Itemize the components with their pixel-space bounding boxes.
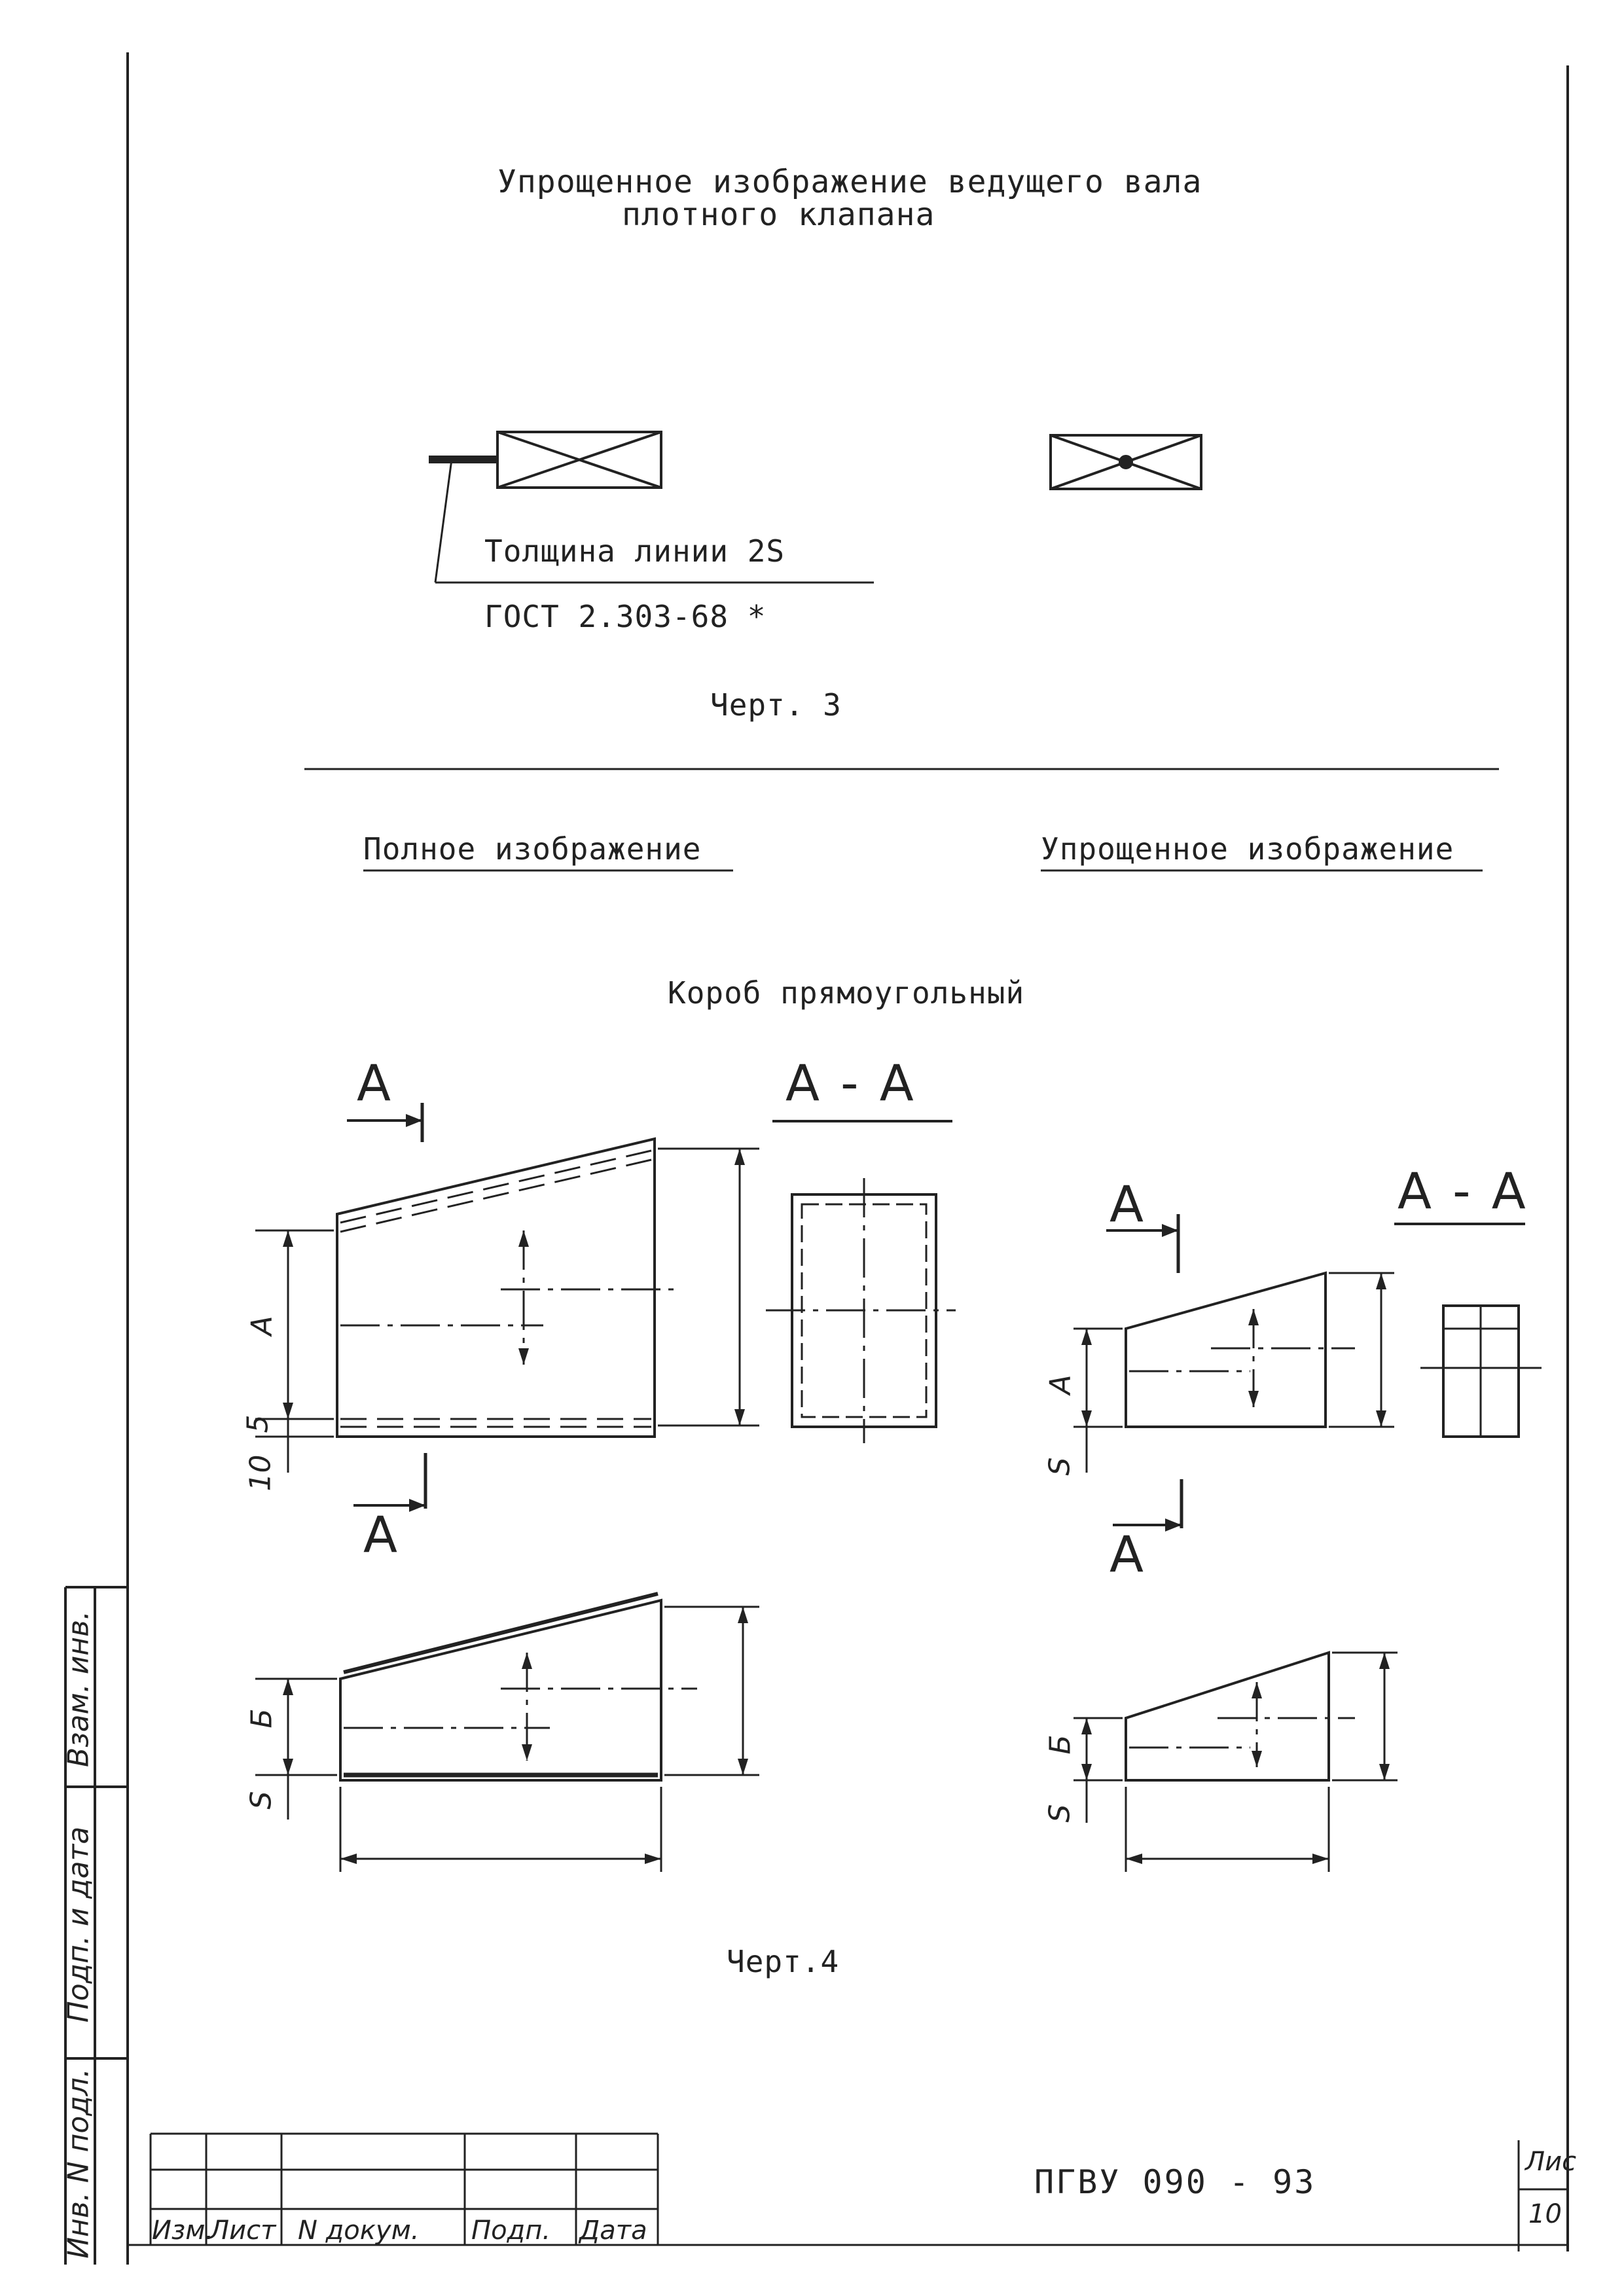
title-block-n-dokum: N докум. bbox=[298, 2215, 420, 2246]
duct-simplified-section-a-a bbox=[1394, 1224, 1542, 1437]
duct-full-view-top bbox=[255, 1103, 759, 1509]
title-block-podp: Подп. bbox=[471, 2215, 551, 2246]
column-heading-simplified: Упрощенное изображение bbox=[1041, 831, 1454, 867]
figure4-subtitle: Короб прямоугольный bbox=[668, 975, 1025, 1011]
section-mark-bottom-simplified: А bbox=[1110, 1525, 1146, 1583]
arrowheads bbox=[283, 1114, 1390, 1864]
document-code: ПГВУ 090 - 93 bbox=[1034, 2163, 1316, 2201]
dim-a-simplified: А bbox=[1043, 1374, 1077, 1395]
section-mark-bottom-full: А bbox=[363, 1505, 400, 1564]
dim-10-full: 10 bbox=[244, 1454, 278, 1492]
page-title-line2: плотного клапана bbox=[622, 196, 935, 233]
dim-a-full: А bbox=[245, 1316, 279, 1336]
line-thickness-note: Толщина линии 2S bbox=[484, 533, 785, 569]
figure4-caption: Черт.4 bbox=[727, 1944, 840, 1979]
dim-b-simplified: Б bbox=[1043, 1734, 1077, 1755]
section-title-simplified: А - А bbox=[1398, 1162, 1528, 1220]
title-block-izm: Изм. bbox=[152, 2215, 214, 2246]
gost-reference: ГОСТ 2.303-68 * bbox=[484, 599, 767, 634]
page-title-line1: Упрощенное изображение ведущего вала bbox=[497, 164, 1202, 200]
sheet-label: Лис bbox=[1525, 2147, 1577, 2177]
title-block-data: Дата bbox=[579, 2215, 647, 2246]
column-heading-full: Полное изображение bbox=[363, 831, 702, 867]
sheet-number: 10 bbox=[1528, 2199, 1562, 2229]
dim-5-full: 5 bbox=[241, 1414, 275, 1433]
dim-s-simplified: S bbox=[1043, 1804, 1077, 1823]
duct-full-section-a-a bbox=[766, 1121, 956, 1443]
dim-s-simplified-top: S bbox=[1043, 1457, 1077, 1476]
section-mark-top-full: А bbox=[357, 1054, 393, 1112]
shaft-simplified-symbol bbox=[1051, 435, 1201, 489]
duct-full-view-bottom bbox=[255, 1594, 759, 1872]
section-mark-top-simplified: А bbox=[1110, 1175, 1146, 1233]
section-title-full: А - А bbox=[785, 1054, 916, 1112]
side-stamp-podp-data: Подп. и дата bbox=[62, 1826, 96, 2023]
side-stamp-inv-podl: Инв. N подл. bbox=[62, 2068, 96, 2259]
duct-simplified-view-top bbox=[1074, 1214, 1394, 1528]
dim-b-full: Б bbox=[245, 1708, 279, 1729]
title-block-list: Лист bbox=[209, 2215, 276, 2246]
duct-simplified-view-bottom bbox=[1074, 1653, 1398, 1872]
dim-s-full: S bbox=[244, 1791, 278, 1810]
side-stamp-vzam-inv: Взам. инв. bbox=[62, 1611, 96, 1767]
figure3-caption: Черт. 3 bbox=[710, 687, 842, 723]
